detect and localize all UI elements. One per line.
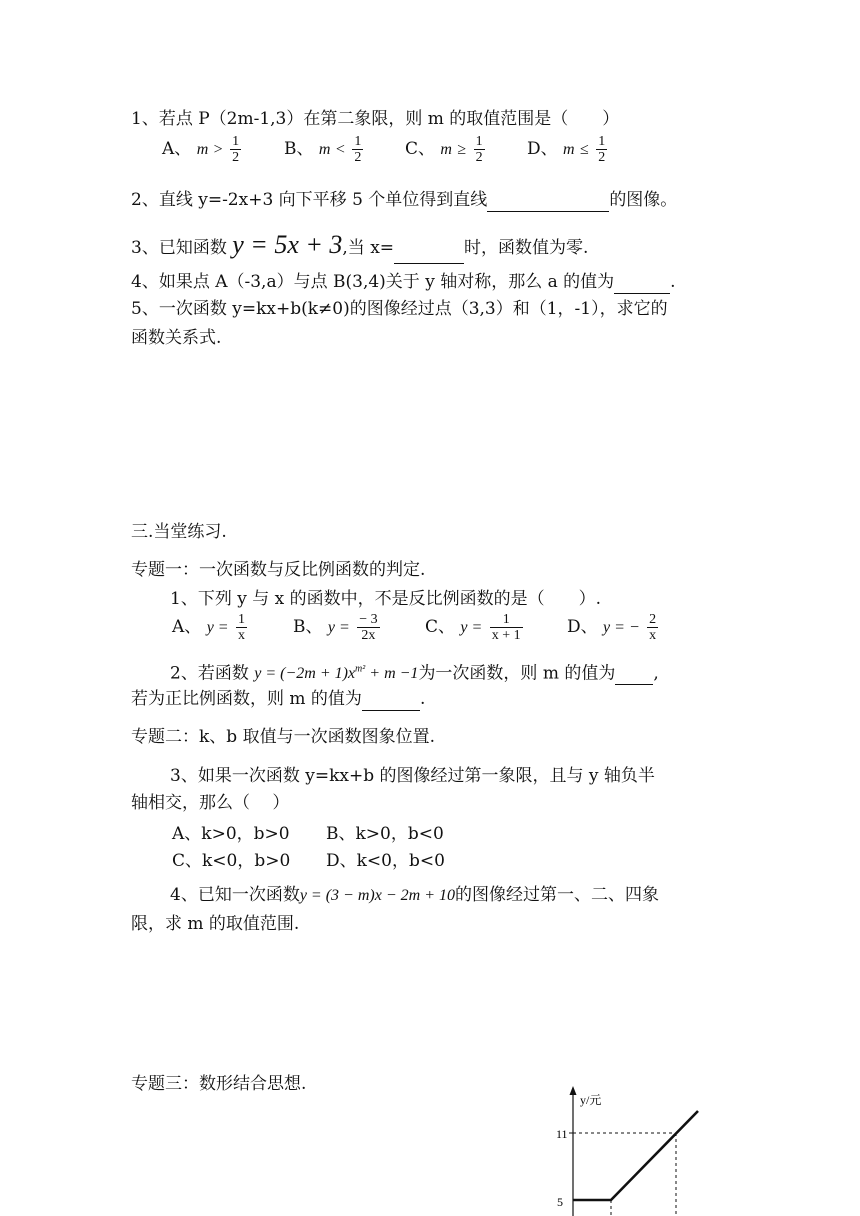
fraction: $\frac{1}{2}$ [354, 134, 362, 165]
answer-blank[interactable] [362, 688, 420, 711]
question-3: 3、已知函数 y = 5x + 3,当 x= 时，函数值为零. [131, 230, 588, 264]
question-5-line-1: 5、一次函数 y=kx+b(k≠0)的图像经过点（3,3）和（1，-1），求它的 [131, 299, 668, 319]
t2q3-option-c: C、k<0，b>0 [172, 851, 291, 871]
section-title: 三.当堂练习. [131, 522, 227, 542]
t1q1-option-d: D、 y = − $\frac{2}{x}$ [567, 612, 657, 643]
q1-option-c: C、 m ≥ $\frac{1}{2}$ [405, 134, 483, 165]
tick-label-11: 11 [556, 1127, 568, 1141]
function-expression: $y = (-2m + 1)x^{m^2} + m -1$ [254, 664, 419, 683]
fraction: $\frac{- 3}{2x}$ [359, 612, 378, 643]
topic-3-title: 专题三：数形结合思想. [131, 1074, 307, 1094]
question-1 [131, 108, 619, 130]
topic-2-title: 专题二：k、b 取值与一次函数图象位置. [131, 727, 435, 747]
fraction: $\frac{1}{x}$ [238, 612, 245, 643]
topic-1-question-1: 1、下列 y 与 x 的函数中，不是反比例函数的是（ ）. [170, 589, 602, 609]
fraction: $\frac{1}{2}$ [232, 134, 240, 165]
t2q3-option-d: D、k<0，b<0 [326, 851, 445, 871]
y-axis-arrow [570, 1086, 577, 1095]
t2q3-option-b: B、k>0，b<0 [326, 824, 444, 844]
fraction: $\frac{1}{x + 1}$ [491, 612, 521, 643]
t1q1-option-a: A、 y = $\frac{1}{x}$ [172, 612, 245, 643]
function-expression: y = 5x + 3 [232, 230, 343, 259]
answer-blank[interactable] [487, 189, 609, 212]
answer-blank[interactable] [394, 233, 464, 264]
fraction: $\frac{1}{2}$ [598, 134, 606, 165]
topic-2-question-3-line-2: 轴相交，那么（ ） [131, 793, 290, 813]
fraction: $\frac{1}{2}$ [475, 134, 483, 165]
answer-blank[interactable] [614, 271, 670, 294]
topic-1-question-2: 2、若函数 $y = (-2m + 1)x^{m^2} + m -1$为一次函数，则 m 的值为 , [170, 663, 659, 684]
fraction: $\frac{2}{x}$ [649, 612, 657, 643]
tick-label-5: 5 [557, 1195, 563, 1209]
topic-1-question-2-line-2: 若为正比例函数，则 m 的值为 . [131, 689, 426, 709]
t2q3-option-a: A、k>0，b>0 [172, 824, 290, 844]
q1-option-d: D、 m ≤ $\frac{1}{2}$ [527, 134, 606, 165]
q1-option-a: A、 m > $\frac{1}{2}$ [162, 134, 240, 165]
answer-blank[interactable] [615, 662, 653, 685]
topic-1-title: 专题一：一次函数与反比例函数的判定. [131, 560, 426, 580]
t1q1-option-c: C、 y = $\frac{1}{x + 1}$ [425, 612, 521, 643]
question-2: 2、直线 y=-2x+3 向下平移 5 个单位得到直线 的图像。 [131, 190, 678, 210]
function-line [573, 1111, 698, 1200]
t1q1-option-b: B、 y = $\frac{- 3}{2x}$ [293, 612, 378, 643]
question-5-line-2: 函数关系式. [131, 328, 222, 348]
topic-2-question-4-line-1: 4、已知一次函数y = (3 − m)x − 2m + 10的图像经过第一、二、四象 [170, 885, 659, 905]
topic-2-question-3-line-1: 3、如果一次函数 y=kx+b 的图像经过第一象限，且与 y 轴负半 [170, 766, 655, 786]
q1-option-b: B、 m < $\frac{1}{2}$ [284, 134, 362, 165]
function-expression: y = (3 − m)x − 2m + 10 [299, 887, 455, 904]
topic-2-question-4-line-2: 限，求 m 的取值范围. [131, 914, 300, 934]
question-4: 4、如果点 A（-3,a）与点 B(3,4)关于 y 轴对称，那么 a 的值为 . [131, 272, 676, 292]
question-1-text: 1、若点 P（2m-1,3）在第二象限，则 m 的取值范围是（ ） [131, 109, 620, 129]
piecewise-graph [540, 1086, 740, 1216]
y-axis-label: y/元 [580, 1093, 602, 1107]
